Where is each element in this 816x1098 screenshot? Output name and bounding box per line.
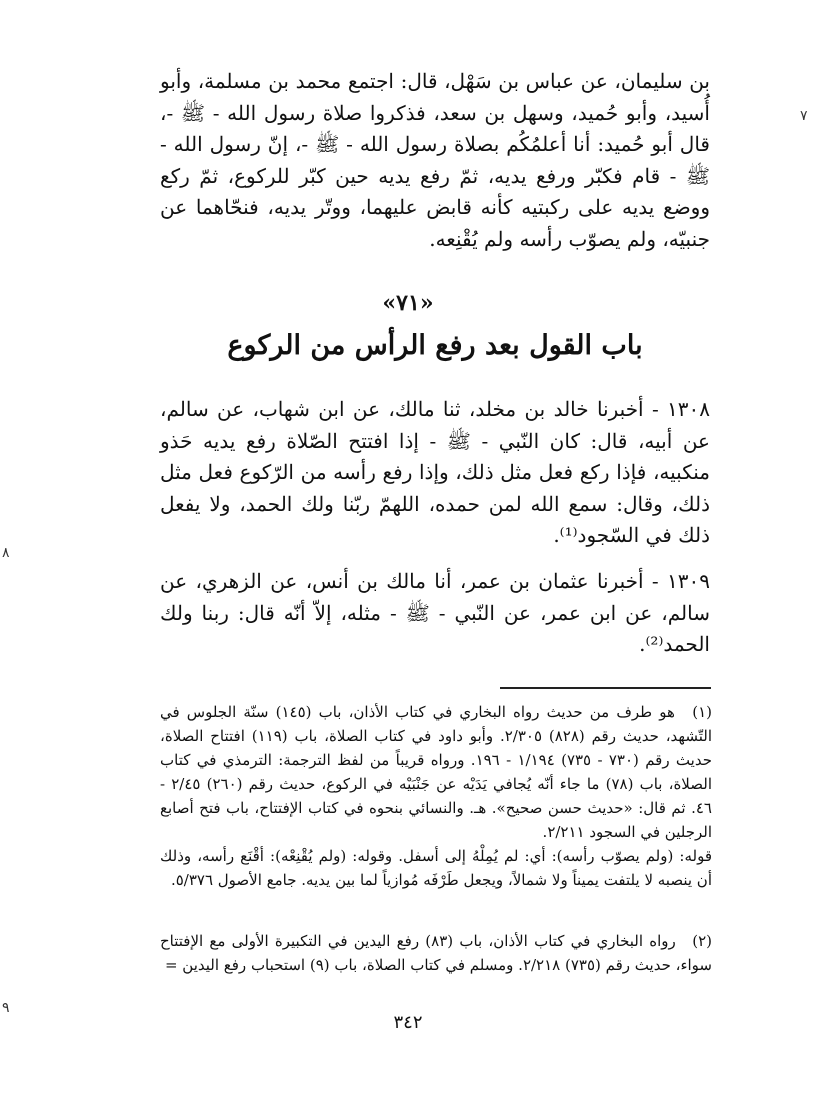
- continuation-paragraph: بن سليمان، عن عباس بن سَهْل، قال: اجتمع محمد بن مسلمة، وأبو أُسيد، وأبو حُميد، وسهل بن سعد، فذكروا صلاة رسول الله - ﷺ -، قال أبو حُميد: أنا أعلمُكُم بصلاة رسول الله - ﷺ -، إنّ رسول الله - ﷺ - قام فكبّر ورفع يديه، ثمّ رفع يديه حين كبّر للركوع، ثمّ ركع ووضع يديه على ركبتيه كأنه قابض عليهما، ووتّر يديه، فنحّاهما عن جنبيّه، ولم يصوّب رأسه ولم يُقْنِعه.: [160, 69, 710, 251]
- page-number: ٣٤٢: [393, 1012, 423, 1033]
- chapter-title: باب القول بعد رفع الرأس من الركوع: [227, 330, 643, 361]
- margin-mark: ٧: [800, 108, 808, 124]
- hadith-1309: ١٣٠٩ - أخبرنا عثمان بن عمر، أنا مالك بن أنس، عن الزهري، عن سالم، عن ابن عمر، عن النّبي - ﷺ - مثله، إلاّ أنّه قال: ربنا ولك الحمد⁽²⁾.: [160, 569, 710, 656]
- footnote-1-text: هو طرف من حديث رواه البخاري في كتاب الأذان، باب (١٤٥) سنّة الجلوس في التّشهد، حديث رقم (٨٢٨) ٢/٣٠٥. وأبو داود في كتاب الصلاة، باب (١١٩) افتتاح الصلاة، حديث رقم (٧٣٠ - ٧٣٥) ١/١٩٤ - ١٩٦. ورواه قريباً من لفظ الترجمة: الترمذي في كتاب الصلاة، باب (٧٨) ما جاء أنّه يُجافي يَدَيْه عن جَنْبَيْه في الركوع، حديث رقم (٢٦٠) ٢/٤٥ - ٤٦. ثم قال: «حديث حسن صحيح». هـ. والنسائي بنحوه في كتاب الإفتتاح، باب فتح أصابع الرجلين في السجود ٢/٢١١.: [160, 703, 713, 841]
- hadith-1308: ١٣٠٨ - أخبرنا خالد بن مخلد، ثنا مالك، عن ابن شهاب، عن سالم، عن أبيه، قال: كان النّبي - ﷺ - إذا افتتح الصّلاة رفع يديه حَذو منكبيه، فإذا ركع فعل مثل ذلك، وإذا رفع رأسه من الرّكوع فعل مثل ذلك، وقال: سمع الله لمن حمده، اللهمّ ربّنا ولك الحمد، ولا يفعل ذلك في السّجود⁽¹⁾.: [160, 397, 710, 547]
- footnote-1: [160, 700, 712, 892]
- footnote-2-text: رواه البخاري في كتاب الأذان، باب (٨٣) رفع اليدين في التكبيرة الأولى مع الإفتتاح سواء، حديث رقم (٧٣٥) ٢/٢١٨. ومسلم في كتاب الصلاة، باب (٩) استحباب رفع اليدين =: [160, 932, 712, 974]
- margin-mark: ٩: [2, 1000, 10, 1016]
- footnote-1-note: قوله: (ولم يصوّب رأسه): أي: لم يُمِلْهُ إلى أسفل. وقوله: (ولم يُقْنِعْه): أقْنَع رأسه، وذلك أن ينصبه لا يلتفت يميناً ولا شمالاً، ويجعل طَرْفَه مُوازياً لما بين يديه. جامع الأصول ٥/٣٧٦.: [160, 847, 712, 889]
- footnote-1-marker: (١): [692, 703, 712, 721]
- footnote-2-marker: (٢): [692, 932, 712, 950]
- footnote-divider: [500, 687, 711, 689]
- margin-mark: ٨: [2, 545, 10, 561]
- footnote-2: [160, 929, 712, 977]
- chapter-number: «٧١»: [382, 290, 434, 316]
